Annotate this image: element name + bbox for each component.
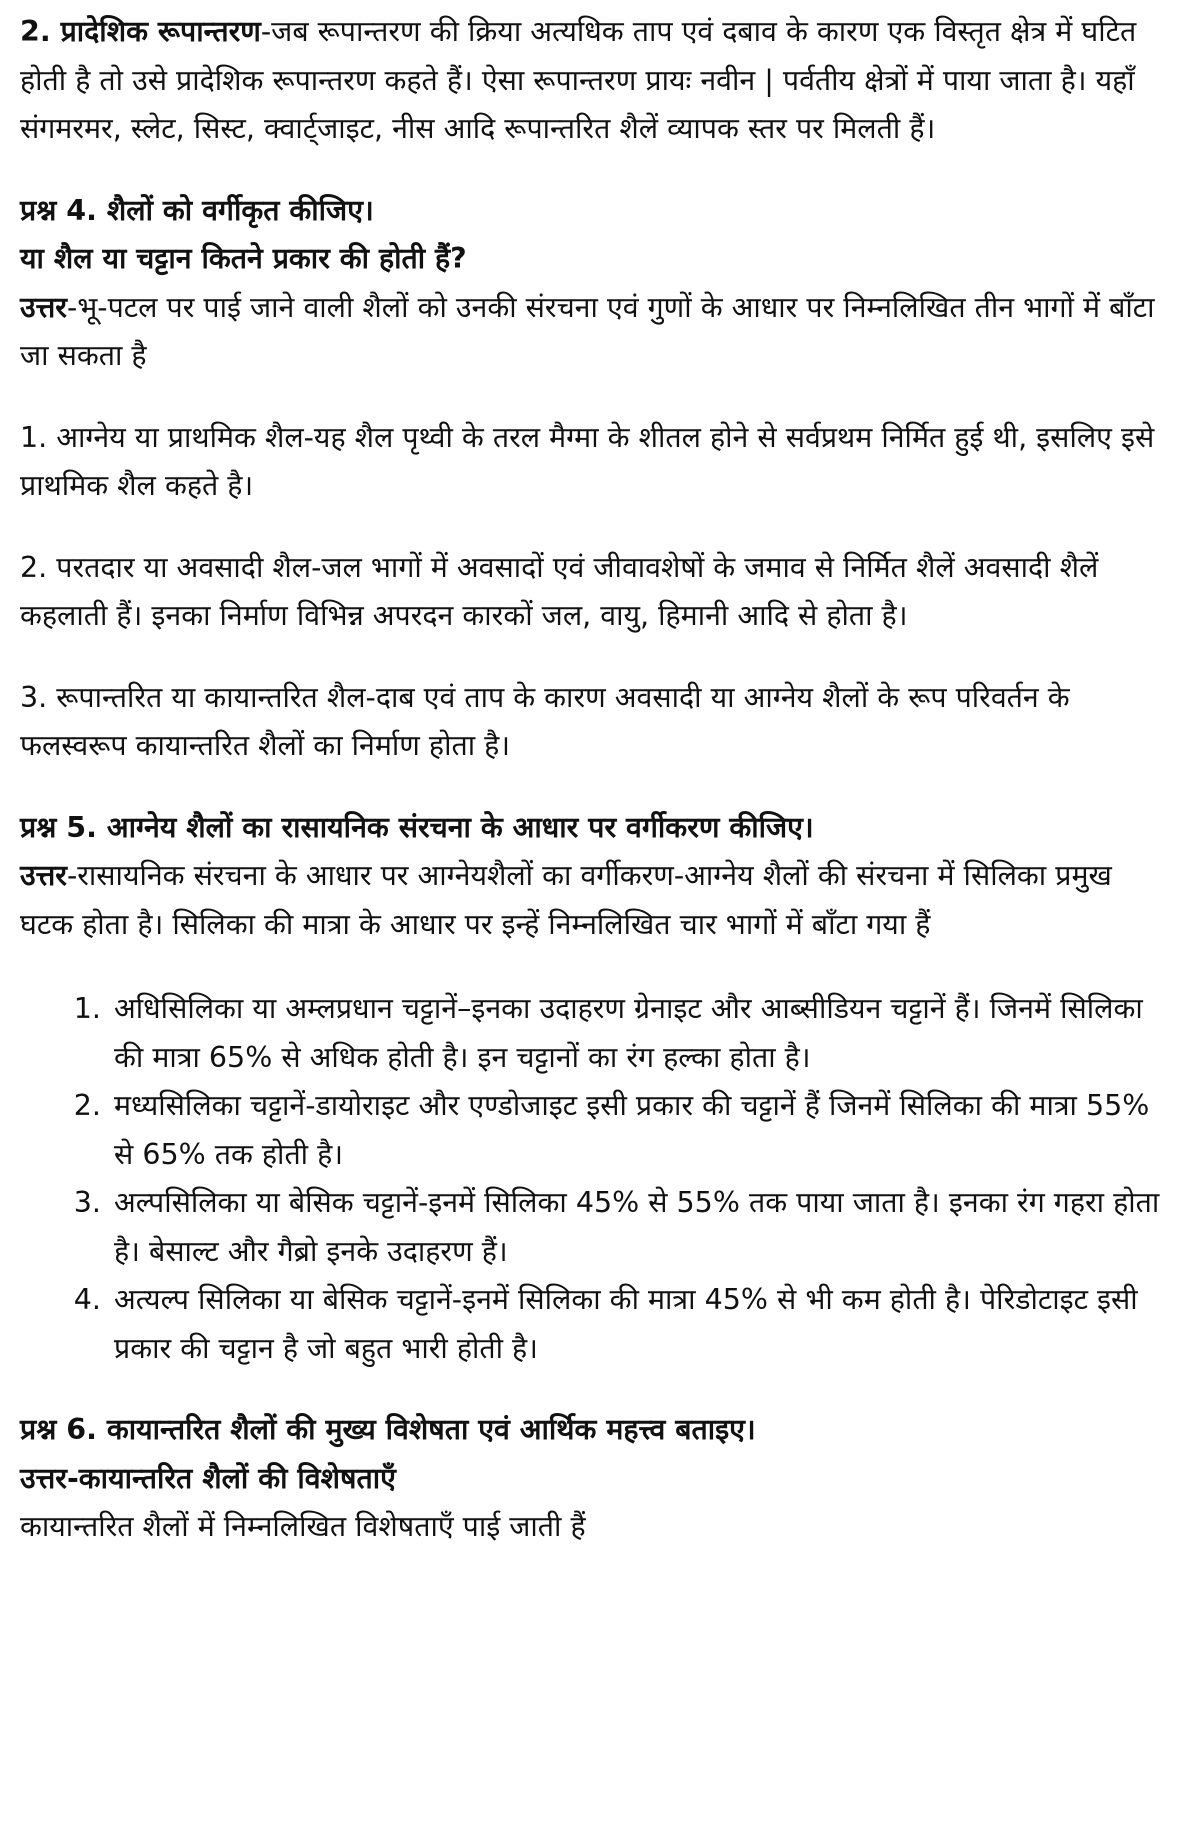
rock-type-sedimentary: 2. परतदार या अवसादी शैल-जल भागों में अवसादों एवं जीवावशेषों के जमाव से निर्मित शैलें अवसादी शैलें कहलाती हैं। इनका निर्माण विभिन्न अपरदन कारकों जल, वायु, हिमानी आदि से होता है। <box>20 550 1099 632</box>
list-item-basic: 3. अल्पसिलिका या बेसिक चट्टानें-इनमें सिलिका 45% से 55% तक पाया जाता है। इनका रंग गहरा होता है। बेसाल्ट और गैब्रो इनके उदाहरण हैं। <box>110 1179 1172 1276</box>
question-4-line-2: या शैल या चट्टान कितने प्रकार की होती हैं? <box>20 242 467 275</box>
question-4-line-1: प्रश्न 4. शैलों को वर्गीकृत कीजिए। <box>20 193 374 227</box>
answer-5-text: -रासायनिक संरचना के आधार पर आग्नेयशैलों का वर्गीकरण-आग्नेय शैलों की संरचना में सिलिका प्रमुख घटक होता है। सिलिका की मात्रा के आधार पर इन्हें निम्नलिखित चार भागों में बाँटा गया हैं <box>20 859 1112 941</box>
regional-metamorphism-text: -जब रूपान्तरण की क्रिया अत्यधिक ताप एवं दबाव के कारण एक विस्तृत क्षेत्र में घटित होती है तो उसे प्रादेशिक रूपान्तरण कहते हैं। ऐसा रूपान्तरण प्रायः नवीन | पर्वतीय क्षेत्रों में पाया जाता है। यहाँ संगमरमर, स्लेट, सिस्ट, क्वार्ट्जाइट, नीस आदि रूपान्तरित शैलें व्यापक स्तर पर मिलती हैं। <box>20 15 1137 145</box>
answer-4-label: उत्तर <box>20 290 67 324</box>
list-item-ultrabasic: 4. अत्यल्प सिलिका या बेसिक चट्टानें-इनमें सिलिका की मात्रा 45% से भी कम होती है। पेरिडोटाइट इसी प्रकार की चट्टान है जो बहुत भारी होती है। <box>110 1276 1172 1373</box>
answer-6-text: कायान्तरित शैलों में निम्नलिखित विशेषताएँ पाई जाती हैं <box>20 1510 586 1543</box>
paragraph-regional-metamorphism <box>20 8 1172 154</box>
question-5: प्रश्न 5. आग्नेय शैलों का रासायनिक संरचना के आधार पर वर्गीकरण कीजिए। <box>20 810 814 844</box>
regional-metamorphism-heading: 2. प्रादेशिक रूपान्तरण <box>20 15 261 48</box>
answer-5 <box>20 852 1172 949</box>
list-item-acidic: 1. अधिसिलिका या अम्लप्रधान चट्टानें–इनका उदाहरण ग्रेनाइट और आब्सीडियन चट्टानें हैं। जिनमें सिलिका की मात्रा 65% से अधिक होती है। इन चट्टानों का रंग हल्का होता है। <box>110 985 1172 1082</box>
answer-6-heading: उत्तर-कायान्तरित शैलों की विशेषताएँ <box>20 1461 396 1495</box>
question-6: प्रश्न 6. कायान्तरित शैलों की मुख्य विशेषता एवं आर्थिक महत्त्व बताइए। <box>20 1413 756 1446</box>
list-item-intermediate: 2. मध्यसिलिका चट्टानें-डायोराइट और एण्डोजाइट इसी प्रकार की चट्टानें हैं जिनमें सिलिका की मात्रा 55% से 65% तक होती है। <box>110 1082 1172 1179</box>
rock-type-metamorphic: 3. रूपान्तरित या कायान्तरित शैल-दाब एवं ताप के कारण अवसादी या आग्नेय शैलों के रूप परिवर्तन के फलस्वरूप कायान्तरित शैलों का निर्माण होता है। <box>20 680 1070 762</box>
rock-type-igneous: 1. आग्नेय या प्राथमिक शैल-यह शैल पृथ्वी के तरल मैग्मा के शीतल होने से सर्वप्रथम निर्मित हुई थी, इसलिए इसे प्राथमिक शैल कहते है। <box>20 420 1155 502</box>
silica-classification-list <box>20 985 1172 1373</box>
answer-4 <box>20 284 1172 381</box>
answer-4-text: -भू-पटल पर पाई जाने वाली शैलों को उनकी संरचना एवं गुणों के आधार पर निम्नलिखित तीन भागों में बाँटा जा सकता है <box>20 290 1155 372</box>
answer-5-label: उत्तर <box>20 859 67 892</box>
